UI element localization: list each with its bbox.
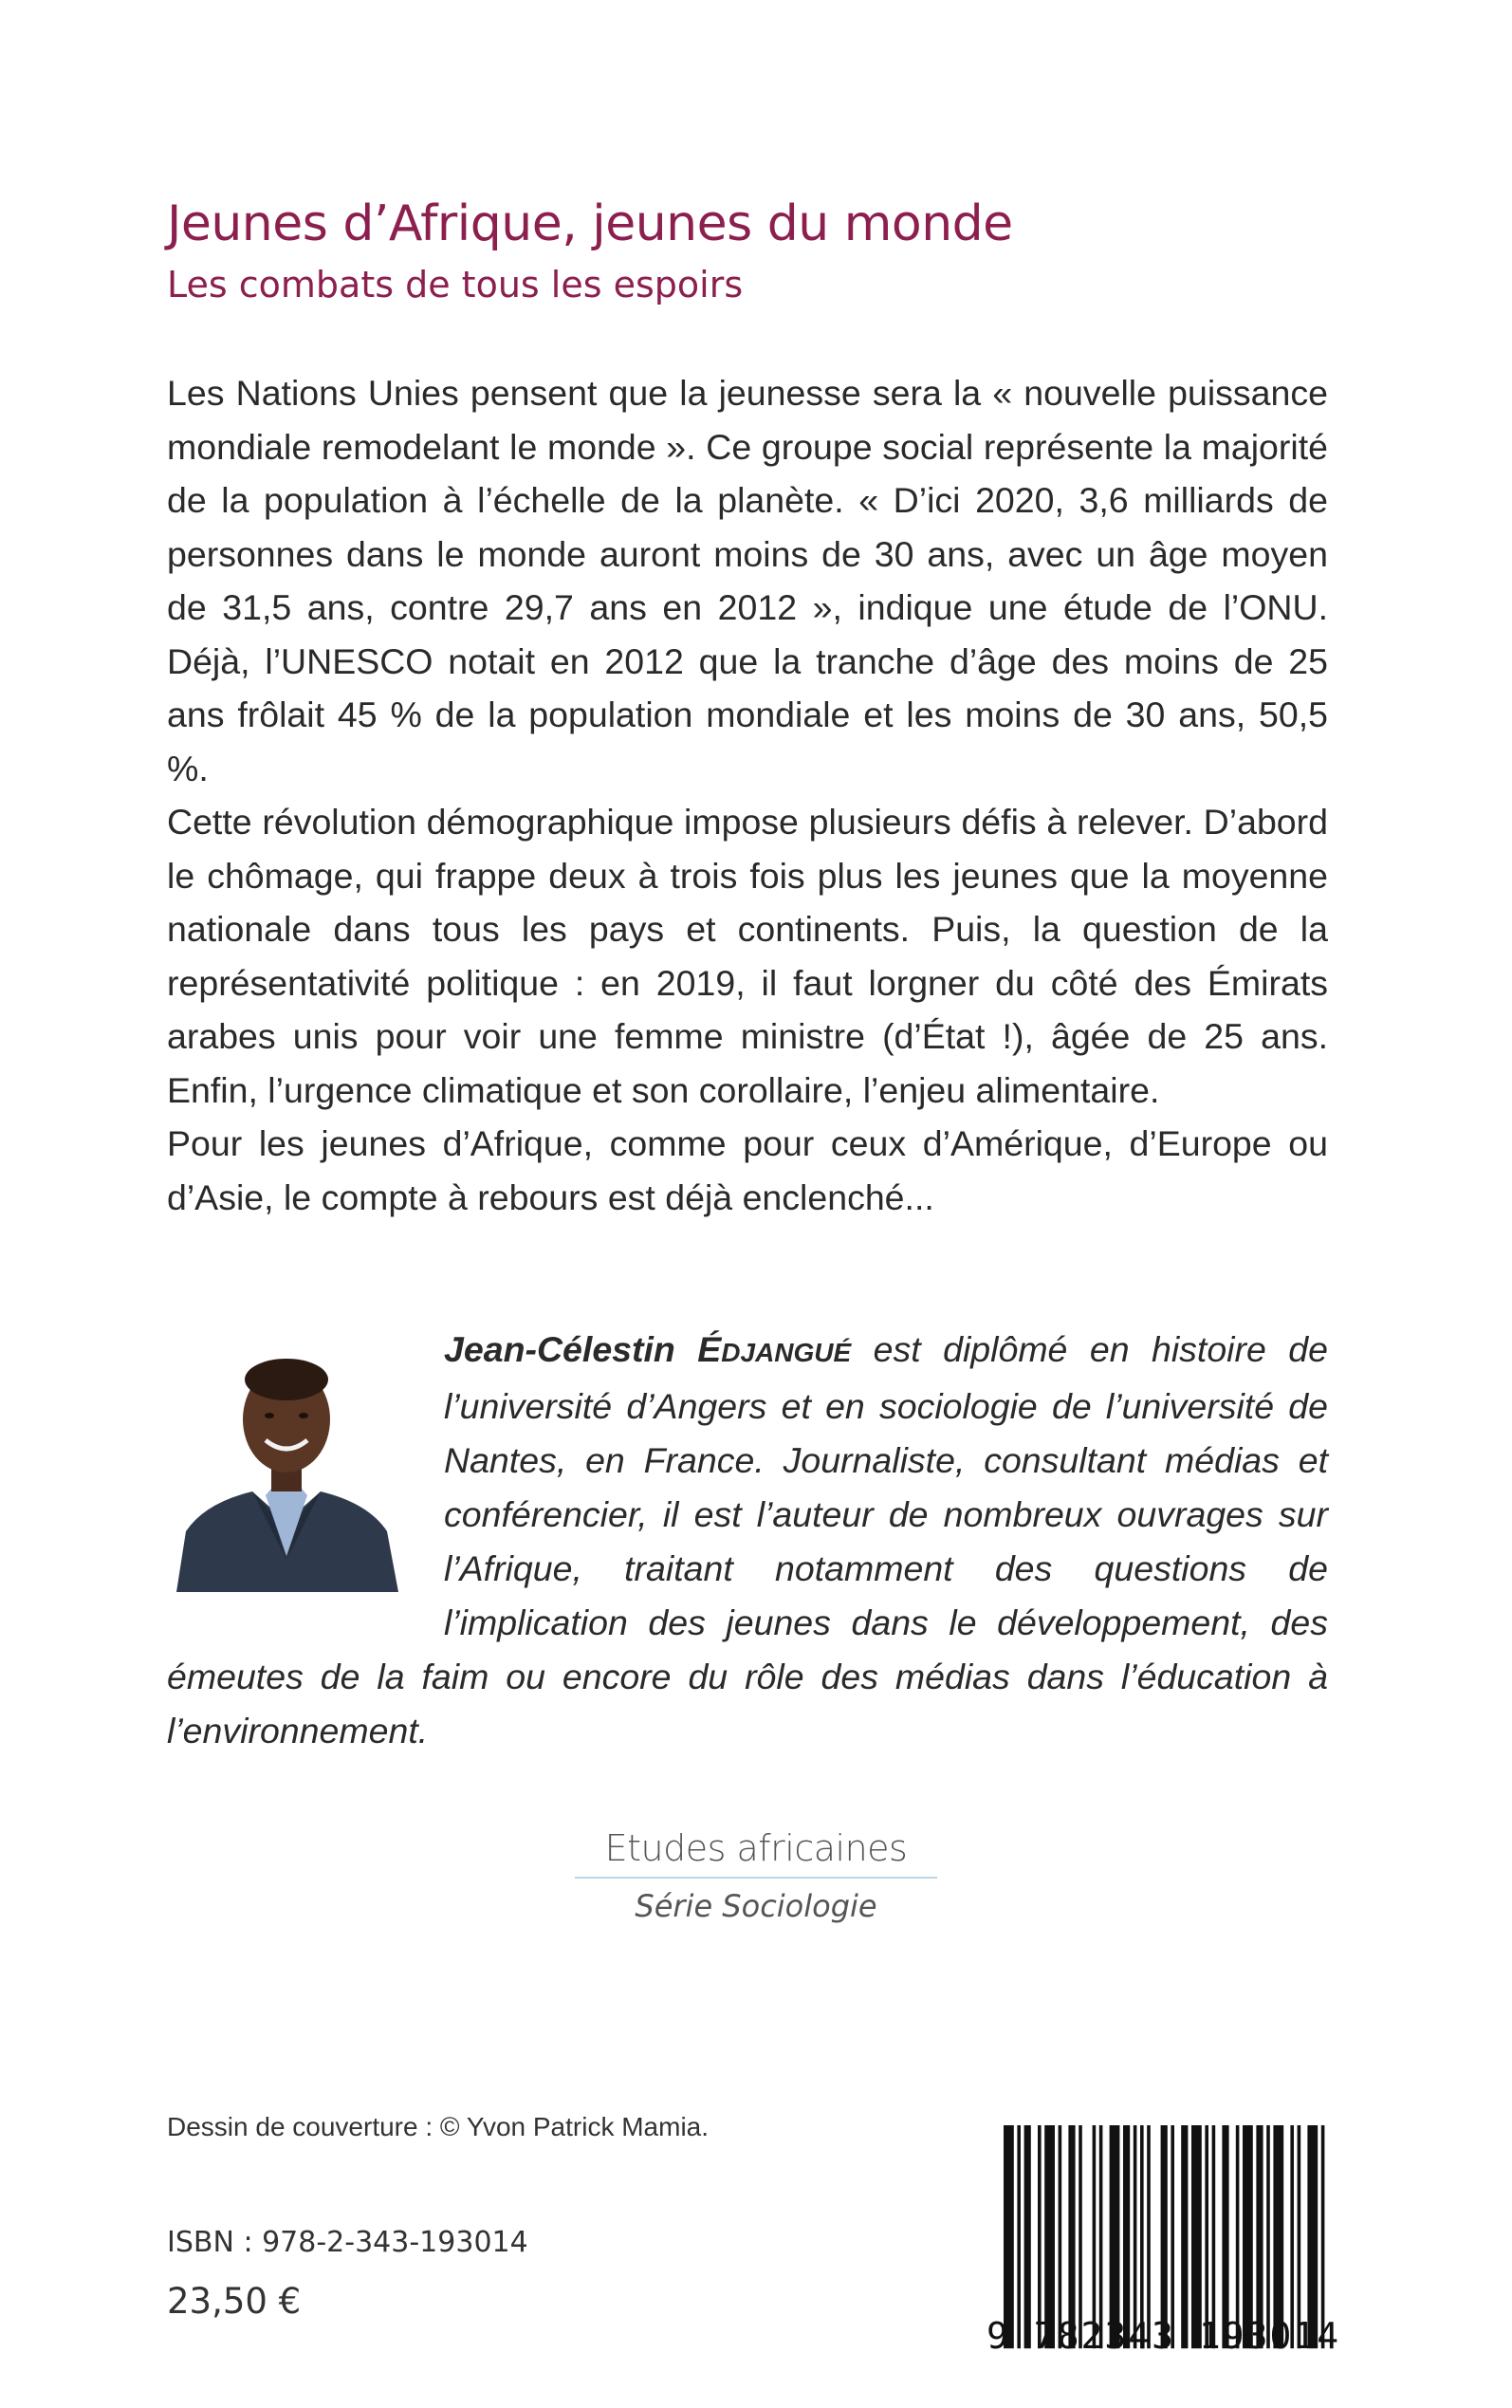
series-divider [575, 1877, 937, 1879]
price: 23,50 € [167, 2281, 302, 2322]
blurb-paragraph: Cette révolution démographique impose plusieurs défis à relever. D’abord le chômage, qui frappe deux à trois fois plus les jeunes que la moyenne nationale dans tous les pays et continents. Puis, la question de la représentativité politique : en 2019, il faut lorgner du côté des Émirats arabes unis pour voir une femme ministre (d’État !), âgée de 25 ans. Enfin, l’urgence climatique et son corollaire, l’enjeu alimentaire. [167, 802, 1328, 1110]
isbn: ISBN : 978-2-343-193014 [167, 2226, 528, 2259]
blurb-paragraph: Les Nations Unies pensent que la jeunesse sera la « nouvelle puissance mondiale remodelant le monde ». Ce groupe social représente la majorité de la population à l’échelle de la planète. « D’ici 2020, 3,6 milliards de personnes dans le monde auront moins de 30 ans, avec un âge moyen de 31,5 ans, contre 29,7 ans en 2012 », indique une étude de l’ONU. Déjà, l’UNESCO notait en 2012 que la tranche d’âge des moins de 25 ans frôlait 45 % de la population mondiale et les moins de 30 ans, 50,5 %. [167, 373, 1328, 788]
barcode-number: 9 782343 193014 [986, 2315, 1341, 2357]
book-subtitle: Les combats de tous les espoirs [167, 264, 744, 306]
book-title: Jeunes d’Afrique, jeunes du monde [167, 195, 1013, 252]
author-photo [167, 1342, 406, 1592]
series-block [569, 1827, 943, 1924]
cover-credit: Dessin de couverture : © Yvon Patrick Mamia. [167, 2112, 710, 2141]
author-name: Jean-Célestin ÉDJANGUÉ [444, 1329, 852, 1369]
author-bio [167, 1323, 1328, 1758]
blurb [167, 366, 1328, 1224]
series-subtitle: Série Sociologie [635, 1888, 877, 1924]
blurb-paragraph: Pour les jeunes d’Afrique, comme pour ceux d’Amérique, d’Europe ou d’Asie, le compte à rebours est déjà enclenché... [167, 1123, 1328, 1217]
author-bio-text: est diplômé en histoire de l’université d’Angers et en sociologie de l’université de Nantes, en France. Journaliste, consultant médias et conférencier, il est l’auteur de nombreux ouvrages sur l’Afrique, traitant notamment des questions de l’implication des jeunes dans le développement, des émeutes de la faim ou encore du rôle des médias dans l’éducation à l’environnement. [167, 1329, 1328, 1750]
series-title: Etudes africaines [604, 1827, 908, 1869]
